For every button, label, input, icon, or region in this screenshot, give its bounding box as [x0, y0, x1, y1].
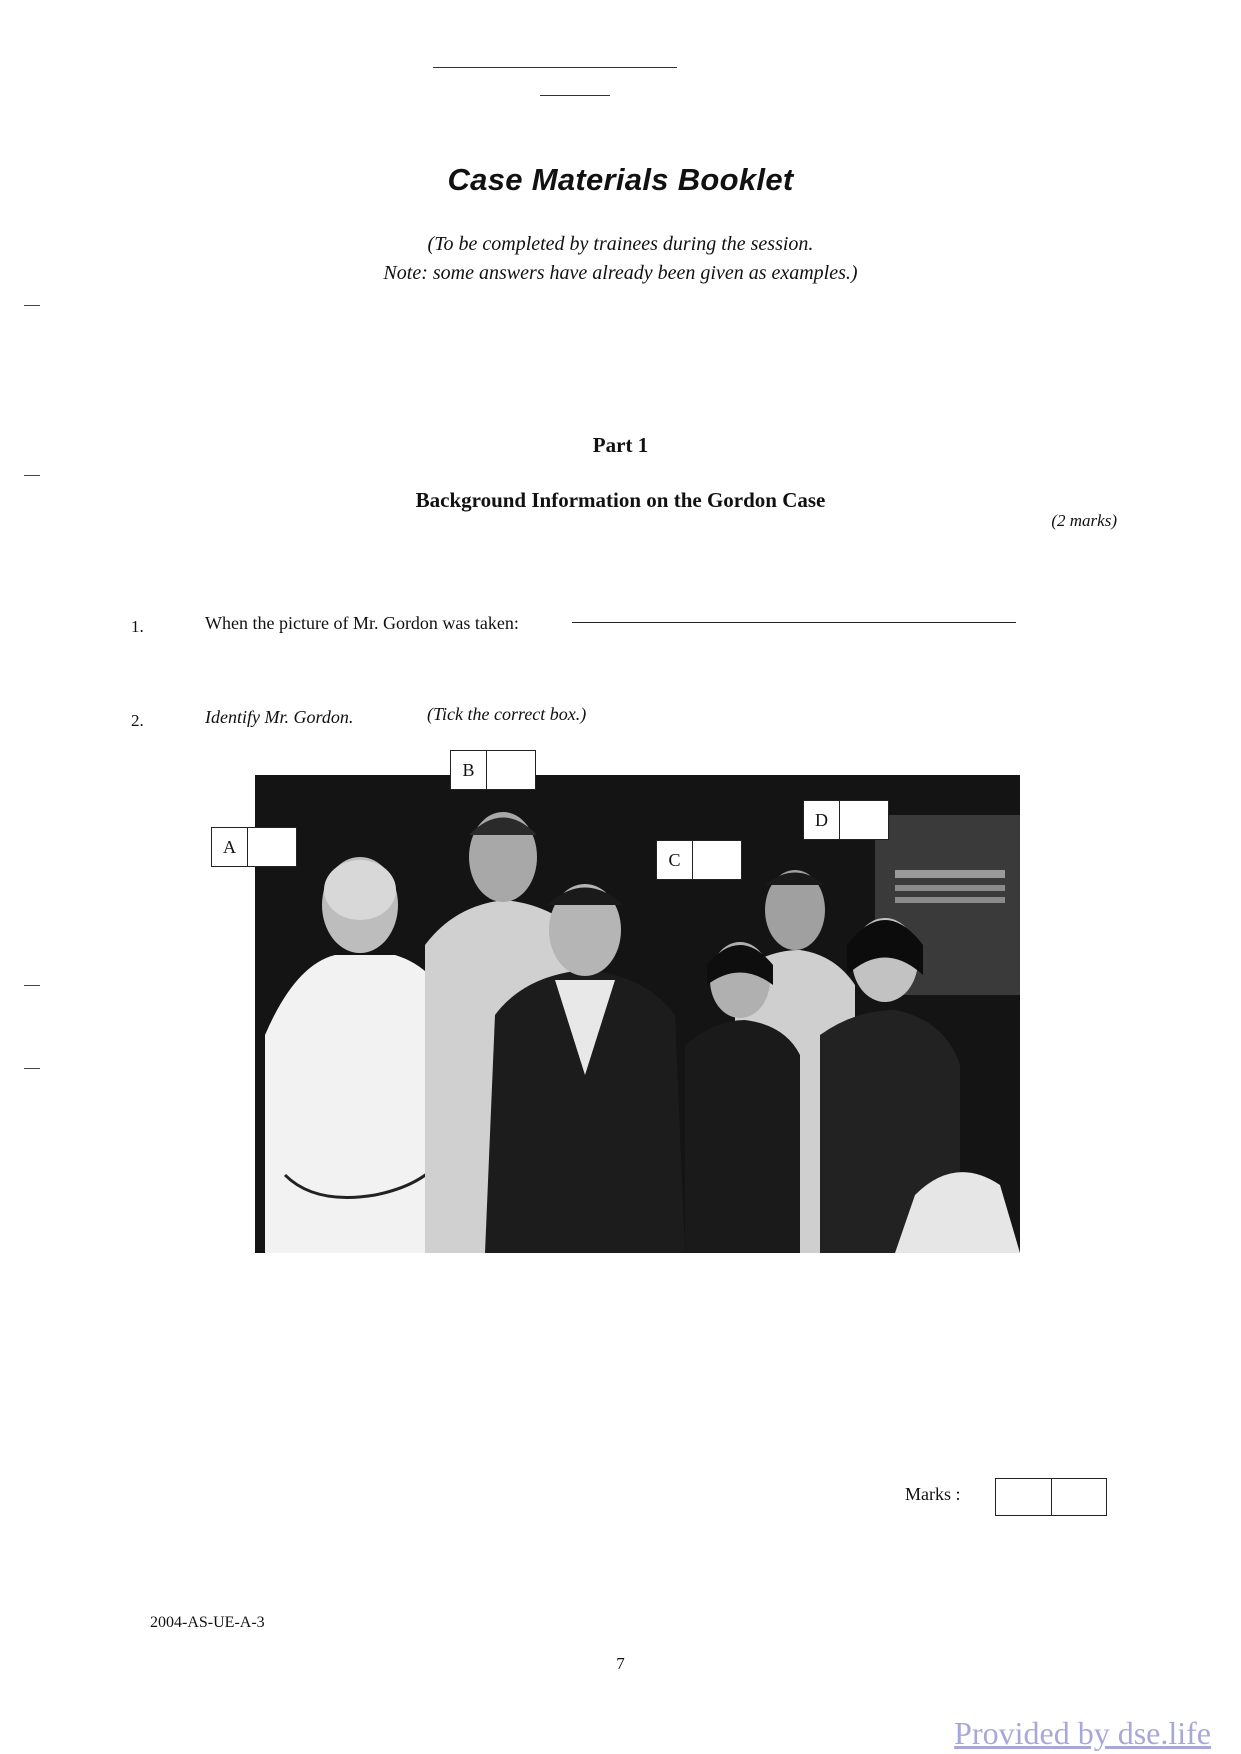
option-b-tick-box[interactable]	[487, 751, 535, 789]
group-photo-image	[255, 775, 1020, 1253]
page-number: 7	[616, 1654, 625, 1673]
option-d-tick-box[interactable]	[840, 801, 888, 839]
option-c-box[interactable]	[656, 840, 742, 880]
margin-mark	[24, 475, 40, 476]
top-rule-short	[540, 95, 610, 96]
instruction-line-1: (To be completed by trainees during the session.	[427, 233, 814, 255]
provided-by-link[interactable]: Provided by dse.life	[954, 1715, 1211, 1751]
option-d-box[interactable]	[803, 800, 889, 840]
marks-cell-tens[interactable]	[996, 1479, 1051, 1515]
paper-code: 2004-AS-UE-A-3	[150, 1614, 265, 1631]
option-c-label: C	[657, 841, 693, 879]
option-a-label: A	[212, 828, 248, 866]
question-1-answer-line[interactable]	[572, 622, 1016, 623]
section-marks: (2 marks)	[1051, 511, 1117, 530]
marks-input-box[interactable]	[995, 1478, 1107, 1516]
margin-mark	[24, 305, 40, 306]
marks-label: Marks :	[905, 1484, 961, 1504]
question-2-text: Identify Mr. Gordon.	[205, 707, 354, 727]
margin-mark	[24, 985, 40, 986]
booklet-title: Case Materials Booklet	[447, 162, 794, 197]
option-a-box[interactable]	[211, 827, 297, 867]
option-a-tick-box[interactable]	[248, 828, 296, 866]
option-d-label: D	[804, 801, 840, 839]
part-label: Part 1	[592, 433, 649, 457]
question-1-text: When the picture of Mr. Gordon was taken:	[205, 613, 519, 633]
top-rule-long	[433, 67, 677, 68]
margin-mark	[24, 1068, 40, 1069]
marks-cell-units[interactable]	[1051, 1479, 1107, 1515]
option-b-box[interactable]	[450, 750, 536, 790]
section-heading: Background Information on the Gordon Case	[415, 488, 826, 512]
group-photo	[255, 775, 1020, 1253]
option-c-tick-box[interactable]	[693, 841, 741, 879]
instruction-line-2: Note: some answers have already been given as examples.)	[383, 262, 858, 284]
option-b-label: B	[451, 751, 487, 789]
question-2-hint: (Tick the correct box.)	[427, 704, 587, 724]
question-2-number: 2.	[131, 711, 144, 730]
question-1-number: 1.	[131, 617, 144, 636]
